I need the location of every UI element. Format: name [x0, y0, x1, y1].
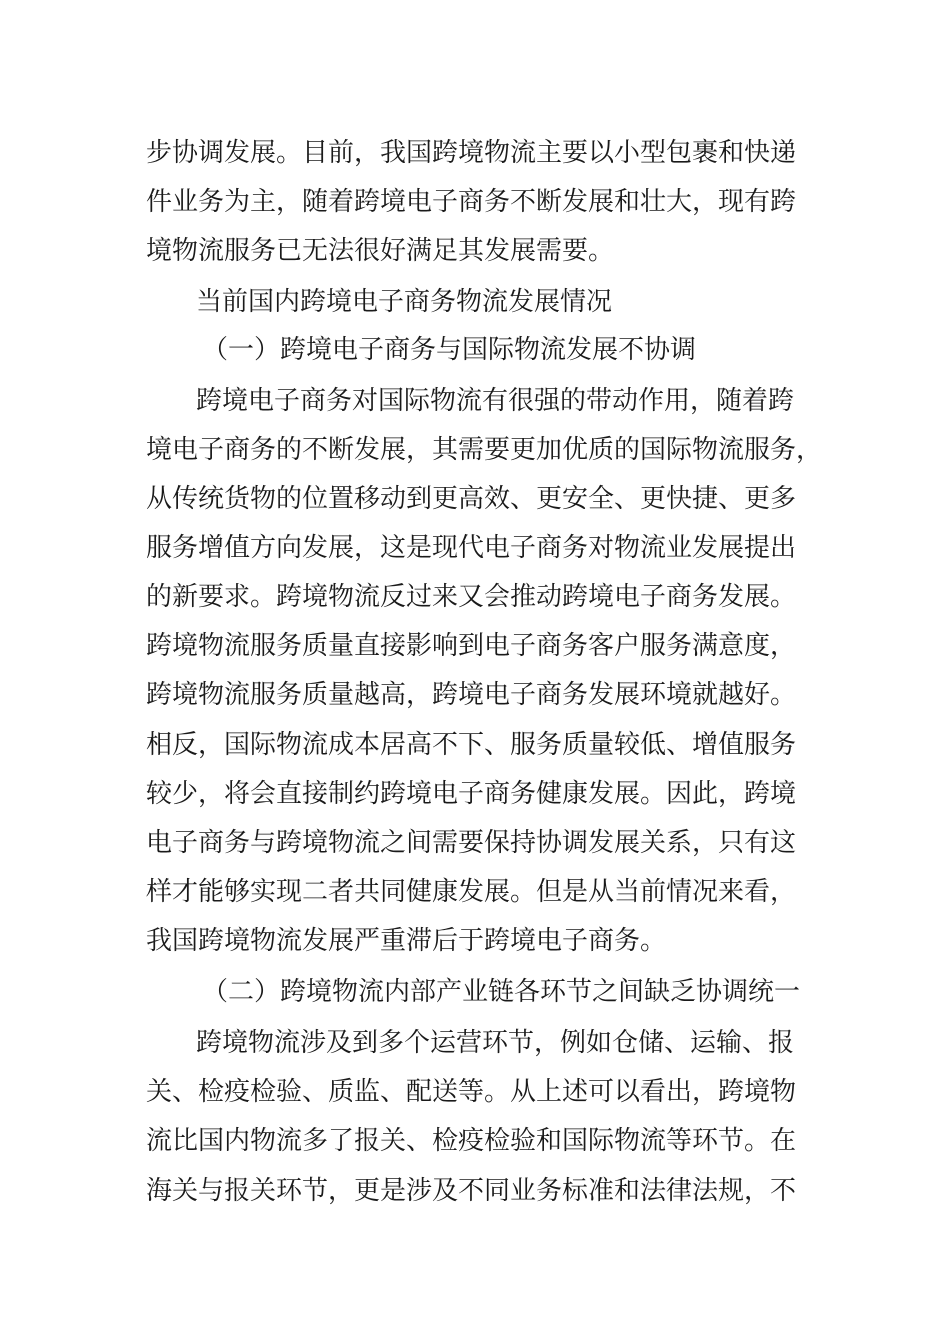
paragraph-line: 我国跨境物流发展严重滞后于跨境电子商务。 — [146, 926, 667, 956]
paragraph-line: 从传统货物的位置移动到更高效、更安全、更快捷、更多 — [146, 484, 797, 514]
paragraph-line: 电子商务与跨境物流之间需要保持协调发展关系，只有这 — [146, 828, 797, 858]
paragraph-line: 境物流服务已无法很好满足其发展需要。 — [146, 236, 615, 266]
paragraph-line: 服务增值方向发展，这是现代电子商务对物流业发展提出 — [146, 533, 797, 563]
paragraph-line: 跨境电子商务对国际物流有很强的带动作用，随着跨 — [196, 386, 795, 416]
paragraph-line: 流比国内物流多了报关、检疫检验和国际物流等环节。在 — [146, 1126, 797, 1156]
subheading-2: （二）跨境物流内部产业链各环节之间缺乏协调统一 — [202, 977, 801, 1007]
paragraph-line: 较少，将会直接制约跨境电子商务健康发展。因此，跨境 — [146, 779, 797, 809]
paragraph-line: 跨境物流服务质量直接影响到电子商务客户服务满意度， — [146, 631, 797, 661]
paragraph-line: 的新要求。跨境物流反过来又会推动跨境电子商务发展。 — [146, 582, 797, 612]
paragraph-line: 件业务为主，随着跨境电子商务不断发展和壮大，现有跨 — [146, 187, 797, 217]
subheading-1: （一）跨境电子商务与国际物流发展不协调 — [202, 335, 697, 365]
paragraph-line: 样才能够实现二者共同健康发展。但是从当前情况来看， — [146, 877, 797, 907]
section-heading: 当前国内跨境电子商务物流发展情况 — [196, 287, 613, 317]
paragraph-line: 步协调发展。目前，我国跨境物流主要以小型包裹和快递 — [146, 138, 797, 168]
paragraph-line: 海关与报关环节，更是涉及不同业务标准和法律法规，不 — [146, 1176, 797, 1206]
paragraph-line: 境电子商务的不断发展，其需要更加优质的国际物流服务， — [146, 435, 823, 465]
paragraph-line: 相反，国际物流成本居高不下、服务质量较低、增值服务 — [146, 730, 797, 760]
paragraph-line: 关、检疫检验、质监、配送等。从上述可以看出，跨境物 — [146, 1077, 797, 1107]
paragraph-line: 跨境物流涉及到多个运营环节，例如仓储、运输、报 — [196, 1028, 795, 1058]
paragraph-line: 跨境物流服务质量越高，跨境电子商务发展环境就越好。 — [146, 680, 797, 710]
